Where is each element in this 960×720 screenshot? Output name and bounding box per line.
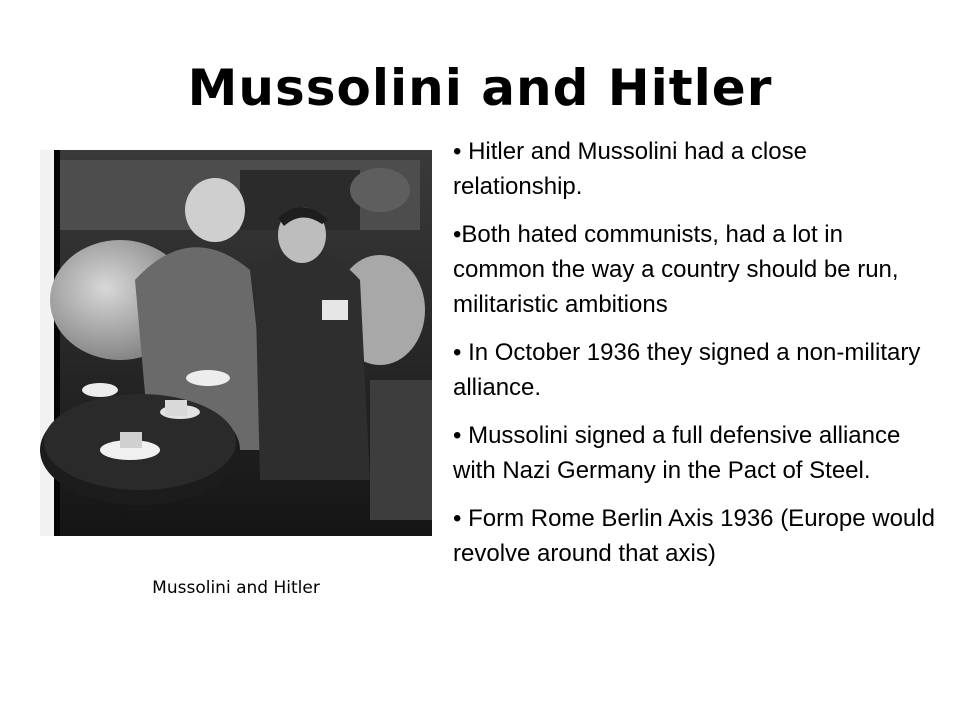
bullet-text: In October 1936 they signed a non-military alliance. [453,339,921,401]
bullet-list [449,134,935,584]
bullet-text: Both hated communists, had a lot in common the way a country should be run, militaristic ambitions [453,221,899,318]
bullet-text: Mussolini signed a full defensive alliance with Nazi Germany in the Pact of Steel. [453,422,901,484]
bullet-item [449,134,935,204]
historical-photo [40,150,432,536]
bullet-item [449,217,935,322]
bullet-icon: • [453,221,462,248]
bullet-item [449,335,935,405]
slide-title: Mussolini and Hitler [187,59,773,117]
bullet-icon: • [453,339,462,366]
photo-illustration [40,150,432,536]
bullet-icon: • [453,505,462,532]
bullet-icon: • [453,138,462,165]
bullet-icon: • [453,422,462,449]
bullet-text: Form Rome Berlin Axis 1936 (Europe would revolve around that axis) [453,505,935,567]
bullet-item [449,501,935,571]
photo-caption: Mussolini and Hitler [152,578,320,598]
bullet-item [449,418,935,488]
bullet-text: Hitler and Mussolini had a close relationship. [453,138,807,200]
